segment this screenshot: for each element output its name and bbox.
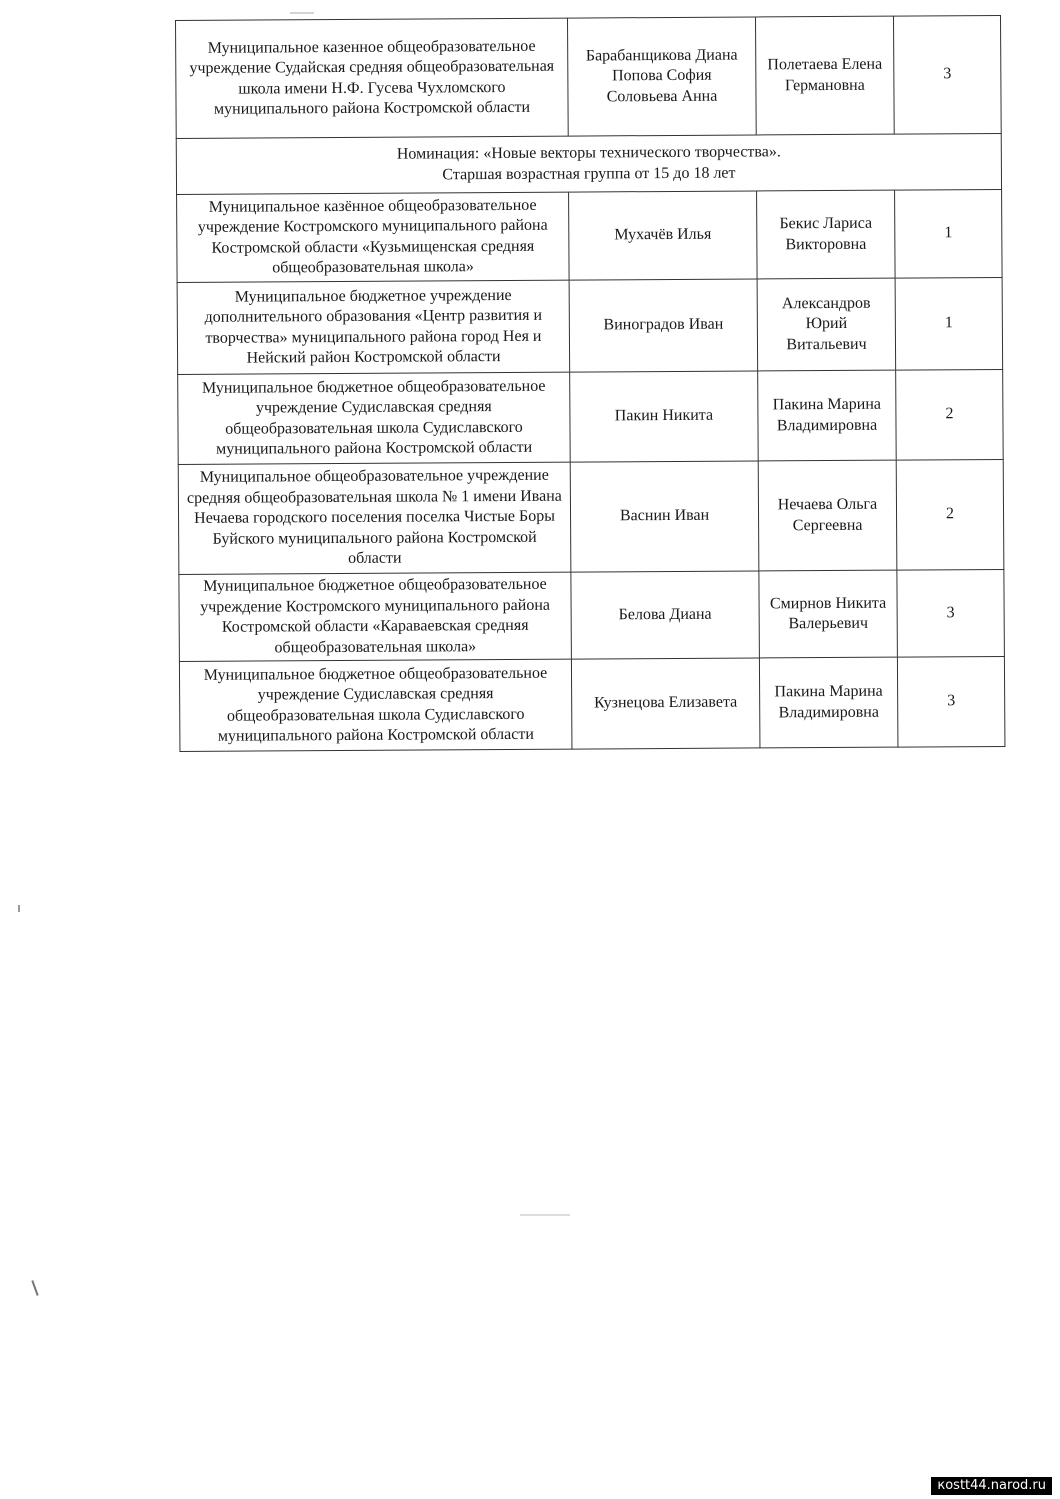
place-cell: 2	[896, 369, 1004, 460]
participant-name: Соловьева Анна	[606, 87, 718, 106]
scan-artifact	[18, 905, 20, 912]
institution-cell: Муниципальное общеобразовательное учреждение средняя общеобразовательная школа № 1 имени Ивана Нечаева городского поселения поселка Чистые Боры Буйского муниципального района Костромской области	[178, 462, 571, 574]
nomination-row	[176, 133, 1001, 194]
place-cell: 3	[897, 656, 1005, 747]
nomination-title: Номинация: «Новые векторы технического творчества».	[396, 143, 781, 163]
institution-cell: Муниципальное казенное общеобразовательное учреждение Судайская средняя общеобразовательная школа имени Н.Ф. Гусева Чухломского муниципального района Костромской области	[176, 18, 569, 138]
place-cell: 2	[896, 459, 1004, 570]
institution-cell: Муниципальное казённое общеобразовательное учреждение Костромского муниципального района Костромской области «Кузьмищенская средняя общеобразовательная школа»	[177, 192, 570, 282]
participant-name: Попова София	[612, 66, 712, 85]
place-cell: 3	[897, 569, 1005, 657]
participant-cell: Пакин Никита	[570, 371, 759, 462]
participant-name: Барабанщикова Диана	[585, 46, 738, 65]
participant-cell: Кузнецова Елизавета	[571, 658, 760, 749]
institution-cell: Муниципальное бюджетное общеобразовательное учреждение Судиславская средняя общеобразовательная школа Судиславского муниципального района Костромской области	[178, 372, 571, 464]
scan-artifact	[520, 1214, 570, 1216]
participants-cell	[567, 17, 756, 136]
teacher-cell: Смирнов Никита Валерьевич	[759, 570, 898, 658]
teacher-cell: Полетаева Елена Германовна	[755, 16, 894, 135]
table-row	[178, 369, 1004, 464]
results-table	[175, 15, 1005, 752]
table-row	[177, 189, 1003, 282]
table-row	[179, 569, 1005, 661]
institution-cell: Муниципальное бюджетное общеобразовательное учреждение Судиславская средняя общеобразовательная школа Судиславского муниципального района Костромской области	[179, 659, 572, 751]
participant-cell: Виноградов Иван	[569, 279, 758, 372]
teacher-cell: Пакина Марина Владимировна	[759, 657, 898, 748]
participant-cell: Белова Диана	[571, 571, 760, 659]
teacher-cell: Бекис Лариса Викторовна	[757, 190, 896, 279]
age-group: Старшая возрастная группа от 15 до 18 лет	[442, 164, 736, 183]
table-row	[177, 277, 1003, 374]
table-row	[176, 15, 1002, 138]
scan-artifact	[290, 12, 314, 14]
participant-cell: Мухачёв Илья	[569, 191, 758, 280]
participant-cell: Васнин Иван	[570, 461, 759, 572]
teacher-cell: Нечаева Ольга Сергеевна	[758, 460, 897, 571]
table-row	[179, 656, 1005, 751]
teacher-cell: Пакина Марина Владимировна	[758, 370, 897, 461]
place-cell: 1	[895, 277, 1003, 370]
scan-artifact	[31, 1280, 38, 1296]
site-watermark: коstt44.narod.ru	[931, 1477, 1052, 1495]
place-cell: 1	[895, 189, 1003, 278]
table-row	[178, 459, 1004, 574]
place-cell: 3	[893, 15, 1001, 134]
nomination-cell	[176, 133, 1001, 194]
institution-cell: Муниципальное бюджетное общеобразовательное учреждение Костромского муниципального района Костромской области «Караваевская средняя общеобразовательная школа»	[179, 572, 572, 661]
teacher-cell: Александров Юрий Витальевич	[757, 278, 896, 371]
institution-cell: Муниципальное бюджетное учреждение дополнительного образования «Центр развития и творчества» муниципального района город Нея и Нейский район Костромской области	[177, 280, 570, 374]
